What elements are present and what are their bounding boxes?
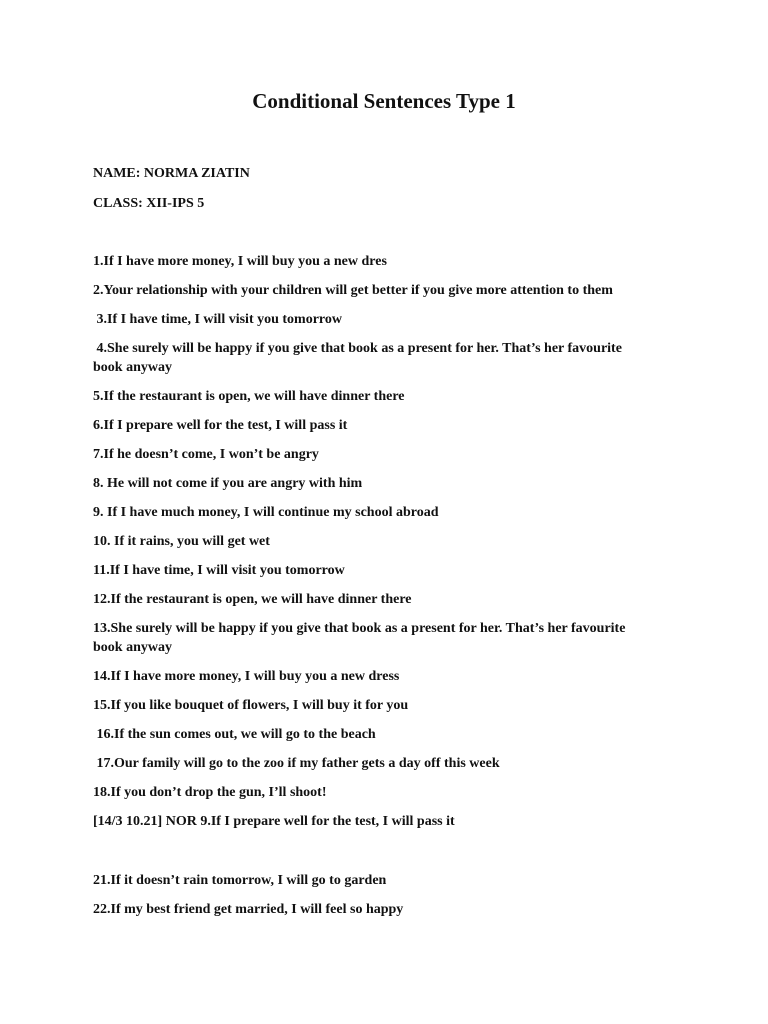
sentence-item: 11.If I have time, I will visit you tomorrow <box>93 563 345 578</box>
sentence-item: 14.If I have more money, I will buy you a new dress <box>93 669 400 684</box>
sentence-item: 21.If it doesn’t rain tomorrow, I will go to garden <box>93 873 387 888</box>
sentence-item: 5.If the restaurant is open, we will have dinner there <box>93 389 405 404</box>
sentence-item: 16.If the sun comes out, we will go to the beach <box>93 727 376 742</box>
sentence-item: 22.If my best friend get married, I will feel so happy <box>93 902 404 917</box>
sentence-item: 6.If I prepare well for the test, I will pass it <box>93 418 348 433</box>
sentence-item: 10. If it rains, you will get wet <box>93 534 270 549</box>
sentence-item: 15.If you like bouquet of flowers, I will buy it for you <box>93 698 409 713</box>
sentence-item: 1.If I have more money, I will buy you a new dres <box>93 254 387 269</box>
sentence-item: 17.Our family will go to the zoo if my father gets a day off this week <box>93 756 500 771</box>
sentence-item: 12.If the restaurant is open, we will have dinner there <box>93 592 412 607</box>
sentence-item: 18.If you don’t drop the gun, I’ll shoot! <box>93 785 327 800</box>
sentence-item: 2.Your relationship with your children will get better if you give more attention to them <box>93 283 613 298</box>
sentence-item: 13.She surely will be happy if you give that book as a present for her. That’s her favourite book anyway <box>93 621 629 655</box>
sentence-item: [14/3 10.21] NOR 9.If I prepare well for the test, I will pass it <box>93 814 455 829</box>
sentence-item: 8. He will not come if you are angry with him <box>93 476 363 491</box>
sentence-item: 3.If I have time, I will visit you tomorrow <box>93 312 342 327</box>
student-name: NAME: NORMA ZIATIN <box>93 166 250 181</box>
sentence-item: 9. If I have much money, I will continue my school abroad <box>93 505 439 520</box>
sentence-item: 7.If he doesn’t come, I won’t be angry <box>93 447 319 462</box>
student-class: CLASS: XII-IPS 5 <box>93 196 205 211</box>
sentence-item: 4.She surely will be happy if you give that book as a present for her. That’s her favourite book anyway <box>93 341 626 375</box>
document-title: Conditional Sentences Type 1 <box>252 89 516 113</box>
